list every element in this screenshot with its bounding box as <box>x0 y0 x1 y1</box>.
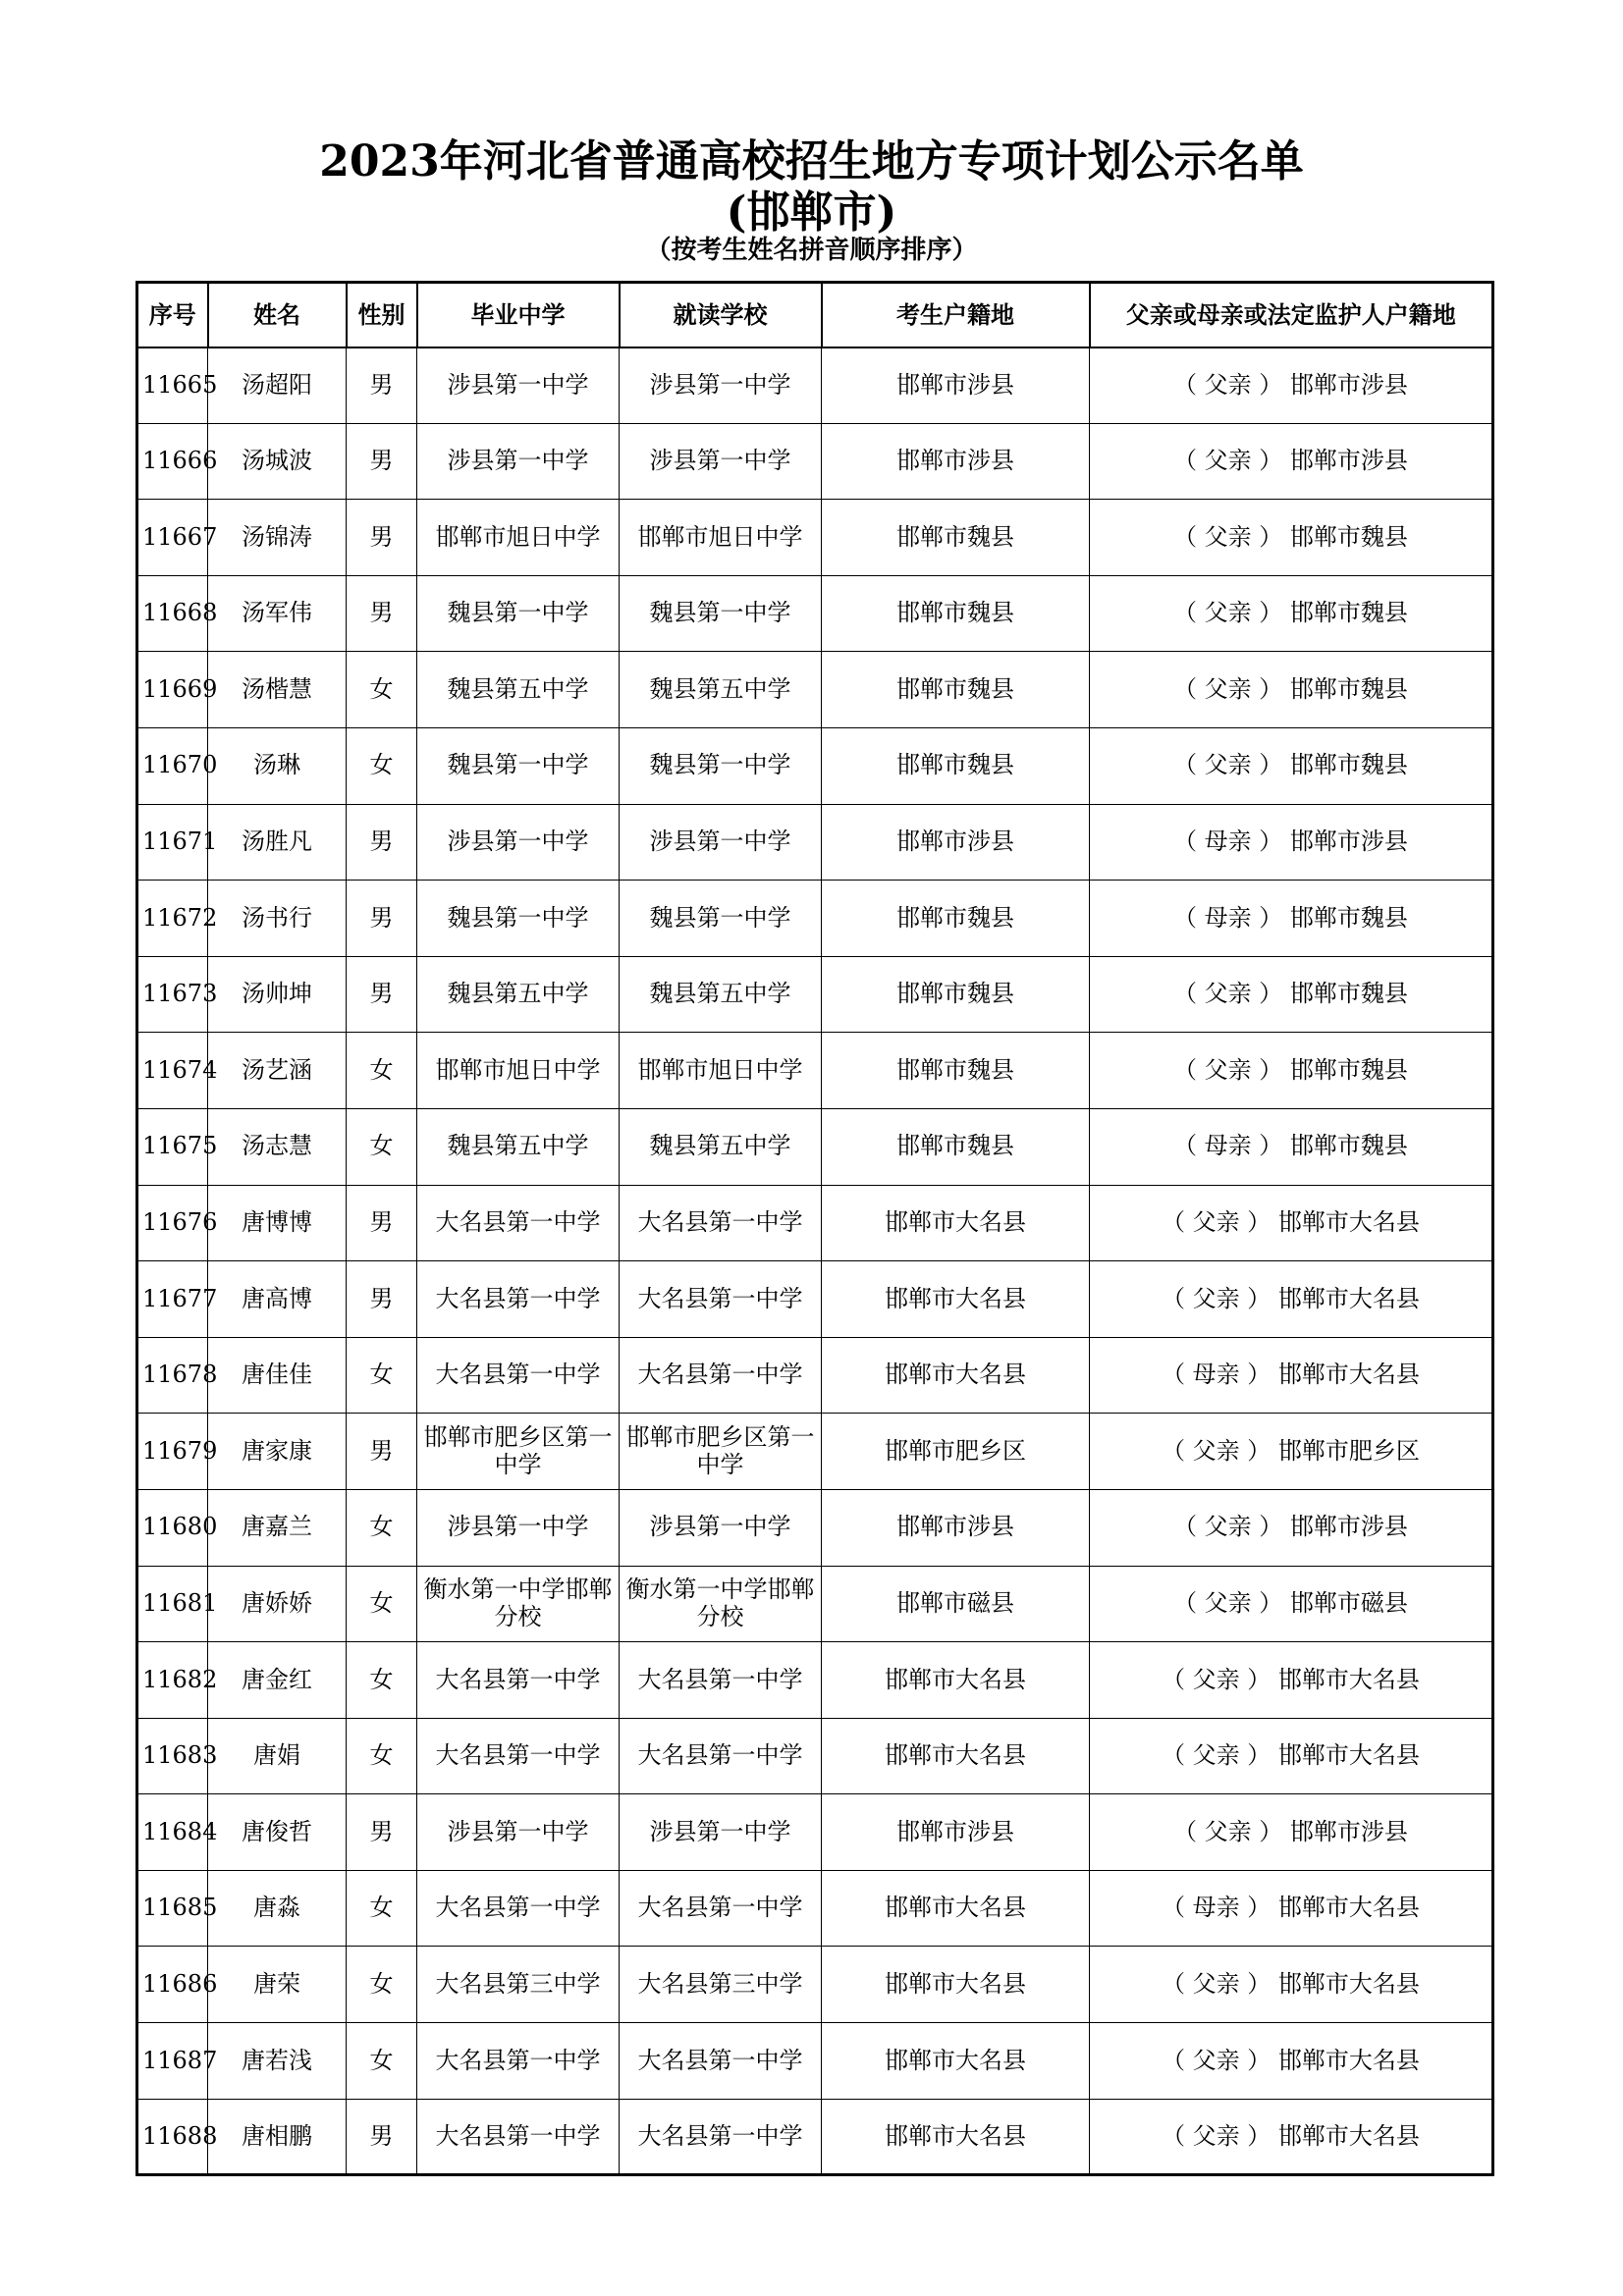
table-row <box>137 804 1493 881</box>
cell-graduated-school: 涉县第一中学 <box>417 347 620 424</box>
cell-gender: 女 <box>347 1870 417 1947</box>
cell-current-school: 魏县第一中学 <box>620 575 822 652</box>
cell-student-hukou: 邯郸市涉县 <box>822 804 1090 881</box>
cell-name: 唐娟 <box>208 1718 347 1794</box>
cell-current-school: 邯郸市肥乡区第一中学 <box>620 1414 822 1490</box>
table-row <box>137 1185 1493 1261</box>
cell-guardian-hukou: （ 父亲 ） 邯郸市大名县 <box>1090 1718 1493 1794</box>
cell-gender: 男 <box>347 575 417 652</box>
cell-gender: 女 <box>347 1566 417 1642</box>
cell-student-hukou: 邯郸市涉县 <box>822 1794 1090 1871</box>
cell-gender: 女 <box>347 1337 417 1414</box>
cell-gender: 男 <box>347 2099 417 2175</box>
cell-graduated-school: 邯郸市肥乡区第一中学 <box>417 1414 620 1490</box>
cell-seq: 11685 <box>137 1870 208 1947</box>
table-row <box>137 1489 1493 1566</box>
cell-student-hukou: 邯郸市大名县 <box>822 2023 1090 2100</box>
cell-graduated-school: 大名县第三中学 <box>417 1947 620 2023</box>
cell-guardian-hukou: （ 父亲 ） 邯郸市大名县 <box>1090 1185 1493 1261</box>
cell-guardian-hukou: （ 父亲 ） 邯郸市魏县 <box>1090 956 1493 1033</box>
cell-student-hukou: 邯郸市肥乡区 <box>822 1414 1090 1490</box>
cell-gender: 女 <box>347 652 417 728</box>
cell-current-school: 大名县第一中学 <box>620 2023 822 2100</box>
cell-guardian-hukou: （ 父亲 ） 邯郸市大名县 <box>1090 1642 1493 1719</box>
cell-name: 唐荣 <box>208 1947 347 2023</box>
cell-seq: 11669 <box>137 652 208 728</box>
cell-name: 唐佳佳 <box>208 1337 347 1414</box>
cell-current-school: 大名县第一中学 <box>620 1185 822 1261</box>
cell-student-hukou: 邯郸市磁县 <box>822 1566 1090 1642</box>
cell-guardian-hukou: （ 母亲 ） 邯郸市大名县 <box>1090 1870 1493 1947</box>
cell-gender: 男 <box>347 956 417 1033</box>
cell-guardian-hukou: （ 父亲 ） 邯郸市大名县 <box>1090 1261 1493 1338</box>
cell-guardian-hukou: （ 父亲 ） 邯郸市魏县 <box>1090 575 1493 652</box>
cell-student-hukou: 邯郸市魏县 <box>822 956 1090 1033</box>
cell-student-hukou: 邯郸市涉县 <box>822 347 1090 424</box>
header-guardian-hukou: 父亲或母亲或法定监护人户籍地 <box>1090 283 1493 347</box>
cell-name: 汤超阳 <box>208 347 347 424</box>
cell-gender: 女 <box>347 1947 417 2023</box>
cell-seq: 11674 <box>137 1033 208 1109</box>
cell-current-school: 大名县第一中学 <box>620 2099 822 2175</box>
cell-gender: 男 <box>347 1185 417 1261</box>
cell-gender: 男 <box>347 881 417 957</box>
cell-student-hukou: 邯郸市大名县 <box>822 2099 1090 2175</box>
header-seq: 序号 <box>137 283 208 347</box>
table-row <box>137 1794 1493 1871</box>
cell-graduated-school: 大名县第一中学 <box>417 1185 620 1261</box>
table-row <box>137 1108 1493 1185</box>
cell-guardian-hukou: （ 父亲 ） 邯郸市魏县 <box>1090 500 1493 576</box>
cell-student-hukou: 邯郸市大名县 <box>822 1718 1090 1794</box>
cell-current-school: 涉县第一中学 <box>620 1489 822 1566</box>
cell-name: 汤锦涛 <box>208 500 347 576</box>
table-row <box>137 2099 1493 2175</box>
cell-seq: 11665 <box>137 347 208 424</box>
cell-seq: 11682 <box>137 1642 208 1719</box>
cell-seq: 11673 <box>137 956 208 1033</box>
cell-seq: 11681 <box>137 1566 208 1642</box>
cell-guardian-hukou: （ 父亲 ） 邯郸市大名县 <box>1090 1947 1493 2023</box>
cell-guardian-hukou: （ 父亲 ） 邯郸市肥乡区 <box>1090 1414 1493 1490</box>
cell-graduated-school: 大名县第一中学 <box>417 2023 620 2100</box>
cell-current-school: 涉县第一中学 <box>620 347 822 424</box>
cell-guardian-hukou: （ 父亲 ） 邯郸市涉县 <box>1090 1489 1493 1566</box>
cell-graduated-school: 魏县第五中学 <box>417 652 620 728</box>
header-gender: 性别 <box>347 283 417 347</box>
cell-name: 唐淼 <box>208 1870 347 1947</box>
cell-student-hukou: 邯郸市魏县 <box>822 575 1090 652</box>
cell-guardian-hukou: （ 父亲 ） 邯郸市大名县 <box>1090 2099 1493 2175</box>
cell-graduated-school: 涉县第一中学 <box>417 804 620 881</box>
cell-graduated-school: 魏县第一中学 <box>417 881 620 957</box>
table-row <box>137 956 1493 1033</box>
cell-seq: 11677 <box>137 1261 208 1338</box>
header-current-school: 就读学校 <box>620 283 822 347</box>
cell-student-hukou: 邯郸市大名县 <box>822 1947 1090 2023</box>
cell-name: 唐若浅 <box>208 2023 347 2100</box>
roster-table <box>135 281 1494 2176</box>
cell-current-school: 涉县第一中学 <box>620 804 822 881</box>
table-row <box>137 1718 1493 1794</box>
cell-graduated-school: 涉县第一中学 <box>417 1489 620 1566</box>
cell-guardian-hukou: （ 父亲 ） 邯郸市魏县 <box>1090 727 1493 804</box>
header-student-hukou: 考生户籍地 <box>822 283 1090 347</box>
cell-graduated-school: 大名县第一中学 <box>417 1261 620 1338</box>
cell-seq: 11687 <box>137 2023 208 2100</box>
cell-current-school: 衡水第一中学邯郸分校 <box>620 1566 822 1642</box>
cell-gender: 男 <box>347 1414 417 1490</box>
cell-name: 汤城波 <box>208 423 347 500</box>
cell-current-school: 涉县第一中学 <box>620 1794 822 1871</box>
table-row <box>137 1261 1493 1338</box>
cell-graduated-school: 衡水第一中学邯郸分校 <box>417 1566 620 1642</box>
cell-gender: 女 <box>347 1108 417 1185</box>
cell-guardian-hukou: （ 母亲 ） 邯郸市涉县 <box>1090 804 1493 881</box>
cell-guardian-hukou: （ 父亲 ） 邯郸市大名县 <box>1090 2023 1493 2100</box>
cell-student-hukou: 邯郸市魏县 <box>822 1108 1090 1185</box>
table-row <box>137 652 1493 728</box>
cell-guardian-hukou: （ 父亲 ） 邯郸市涉县 <box>1090 1794 1493 1871</box>
cell-graduated-school: 大名县第一中学 <box>417 2099 620 2175</box>
cell-gender: 男 <box>347 1261 417 1338</box>
cell-current-school: 涉县第一中学 <box>620 423 822 500</box>
cell-guardian-hukou: （ 父亲 ） 邯郸市磁县 <box>1090 1566 1493 1642</box>
cell-name: 汤胜凡 <box>208 804 347 881</box>
table-row <box>137 575 1493 652</box>
table-row <box>137 347 1493 424</box>
table-row <box>137 727 1493 804</box>
cell-student-hukou: 邯郸市魏县 <box>822 652 1090 728</box>
cell-gender: 男 <box>347 347 417 424</box>
cell-current-school: 魏县第五中学 <box>620 956 822 1033</box>
cell-seq: 11666 <box>137 423 208 500</box>
cell-seq: 11667 <box>137 500 208 576</box>
cell-student-hukou: 邯郸市大名县 <box>822 1261 1090 1338</box>
cell-graduated-school: 大名县第一中学 <box>417 1337 620 1414</box>
table-row <box>137 2023 1493 2100</box>
table-row <box>137 1870 1493 1947</box>
table-row <box>137 1033 1493 1109</box>
cell-student-hukou: 邯郸市魏县 <box>822 727 1090 804</box>
table-row <box>137 1642 1493 1719</box>
table-row <box>137 1337 1493 1414</box>
cell-guardian-hukou: （ 母亲 ） 邯郸市魏县 <box>1090 1108 1493 1185</box>
table-row <box>137 881 1493 957</box>
cell-graduated-school: 大名县第一中学 <box>417 1870 620 1947</box>
cell-gender: 女 <box>347 1489 417 1566</box>
cell-guardian-hukou: （ 父亲 ） 邯郸市魏县 <box>1090 1033 1493 1109</box>
cell-seq: 11688 <box>137 2099 208 2175</box>
cell-current-school: 大名县第一中学 <box>620 1261 822 1338</box>
cell-gender: 女 <box>347 2023 417 2100</box>
table-row <box>137 1414 1493 1490</box>
cell-guardian-hukou: （ 母亲 ） 邯郸市魏县 <box>1090 881 1493 957</box>
cell-seq: 11683 <box>137 1718 208 1794</box>
table-row <box>137 1947 1493 2023</box>
cell-guardian-hukou: （ 母亲 ） 邯郸市大名县 <box>1090 1337 1493 1414</box>
sort-note: （按考生姓名拼音顺序排序） <box>645 236 978 265</box>
cell-current-school: 邯郸市旭日中学 <box>620 1033 822 1109</box>
cell-student-hukou: 邯郸市涉县 <box>822 423 1090 500</box>
cell-name: 唐博博 <box>208 1185 347 1261</box>
cell-name: 唐嘉兰 <box>208 1489 347 1566</box>
cell-graduated-school: 涉县第一中学 <box>417 1794 620 1871</box>
cell-current-school: 魏县第一中学 <box>620 727 822 804</box>
cell-current-school: 大名县第三中学 <box>620 1947 822 2023</box>
cell-graduated-school: 魏县第五中学 <box>417 1108 620 1185</box>
cell-current-school: 大名县第一中学 <box>620 1642 822 1719</box>
cell-graduated-school: 魏县第一中学 <box>417 727 620 804</box>
cell-student-hukou: 邯郸市大名县 <box>822 1870 1090 1947</box>
cell-name: 汤书行 <box>208 881 347 957</box>
cell-gender: 男 <box>347 423 417 500</box>
cell-graduated-school: 邯郸市旭日中学 <box>417 1033 620 1109</box>
cell-name: 汤志慧 <box>208 1108 347 1185</box>
cell-student-hukou: 邯郸市魏县 <box>822 1033 1090 1109</box>
cell-seq: 11672 <box>137 881 208 957</box>
cell-name: 汤楷慧 <box>208 652 347 728</box>
cell-name: 汤帅坤 <box>208 956 347 1033</box>
cell-guardian-hukou: （ 父亲 ） 邯郸市涉县 <box>1090 423 1493 500</box>
cell-student-hukou: 邯郸市大名县 <box>822 1642 1090 1719</box>
cell-graduated-school: 魏县第一中学 <box>417 575 620 652</box>
cell-graduated-school: 大名县第一中学 <box>417 1718 620 1794</box>
cell-gender: 女 <box>347 1718 417 1794</box>
page-title: 2023年河北省普通高校招生地方专项计划公示名单 <box>319 136 1304 187</box>
cell-student-hukou: 邯郸市魏县 <box>822 500 1090 576</box>
cell-seq: 11679 <box>137 1414 208 1490</box>
cell-current-school: 大名县第一中学 <box>620 1337 822 1414</box>
header-name: 姓名 <box>208 283 347 347</box>
cell-seq: 11676 <box>137 1185 208 1261</box>
cell-current-school: 魏县第五中学 <box>620 652 822 728</box>
cell-name: 唐相鹏 <box>208 2099 347 2175</box>
cell-current-school: 邯郸市旭日中学 <box>620 500 822 576</box>
cell-seq: 11675 <box>137 1108 208 1185</box>
cell-name: 汤琳 <box>208 727 347 804</box>
cell-student-hukou: 邯郸市大名县 <box>822 1185 1090 1261</box>
cell-name: 唐家康 <box>208 1414 347 1490</box>
table-header-row <box>137 283 1493 347</box>
cell-seq: 11668 <box>137 575 208 652</box>
cell-gender: 女 <box>347 727 417 804</box>
cell-gender: 男 <box>347 1794 417 1871</box>
cell-name: 汤军伟 <box>208 575 347 652</box>
cell-name: 唐金红 <box>208 1642 347 1719</box>
cell-name: 汤艺涵 <box>208 1033 347 1109</box>
cell-student-hukou: 邯郸市大名县 <box>822 1337 1090 1414</box>
header-graduated-school: 毕业中学 <box>417 283 620 347</box>
cell-name: 唐高博 <box>208 1261 347 1338</box>
cell-graduated-school: 魏县第五中学 <box>417 956 620 1033</box>
cell-gender: 女 <box>347 1033 417 1109</box>
cell-current-school: 魏县第一中学 <box>620 881 822 957</box>
cell-graduated-school: 涉县第一中学 <box>417 423 620 500</box>
cell-seq: 11670 <box>137 727 208 804</box>
cell-current-school: 魏县第五中学 <box>620 1108 822 1185</box>
cell-gender: 女 <box>347 1642 417 1719</box>
cell-current-school: 大名县第一中学 <box>620 1718 822 1794</box>
table-row <box>137 500 1493 576</box>
table-row <box>137 423 1493 500</box>
table-row <box>137 1566 1493 1642</box>
page-subtitle-city: (邯郸市) <box>726 187 897 238</box>
cell-seq: 11678 <box>137 1337 208 1414</box>
cell-name: 唐俊哲 <box>208 1794 347 1871</box>
cell-graduated-school: 大名县第一中学 <box>417 1642 620 1719</box>
cell-name: 唐娇娇 <box>208 1566 347 1642</box>
cell-student-hukou: 邯郸市魏县 <box>822 881 1090 957</box>
cell-seq: 11671 <box>137 804 208 881</box>
cell-guardian-hukou: （ 父亲 ） 邯郸市涉县 <box>1090 347 1493 424</box>
cell-graduated-school: 邯郸市旭日中学 <box>417 500 620 576</box>
cell-seq: 11680 <box>137 1489 208 1566</box>
cell-seq: 11684 <box>137 1794 208 1871</box>
cell-gender: 男 <box>347 500 417 576</box>
cell-seq: 11686 <box>137 1947 208 2023</box>
cell-current-school: 大名县第一中学 <box>620 1870 822 1947</box>
cell-student-hukou: 邯郸市涉县 <box>822 1489 1090 1566</box>
cell-guardian-hukou: （ 父亲 ） 邯郸市魏县 <box>1090 652 1493 728</box>
cell-gender: 男 <box>347 804 417 881</box>
